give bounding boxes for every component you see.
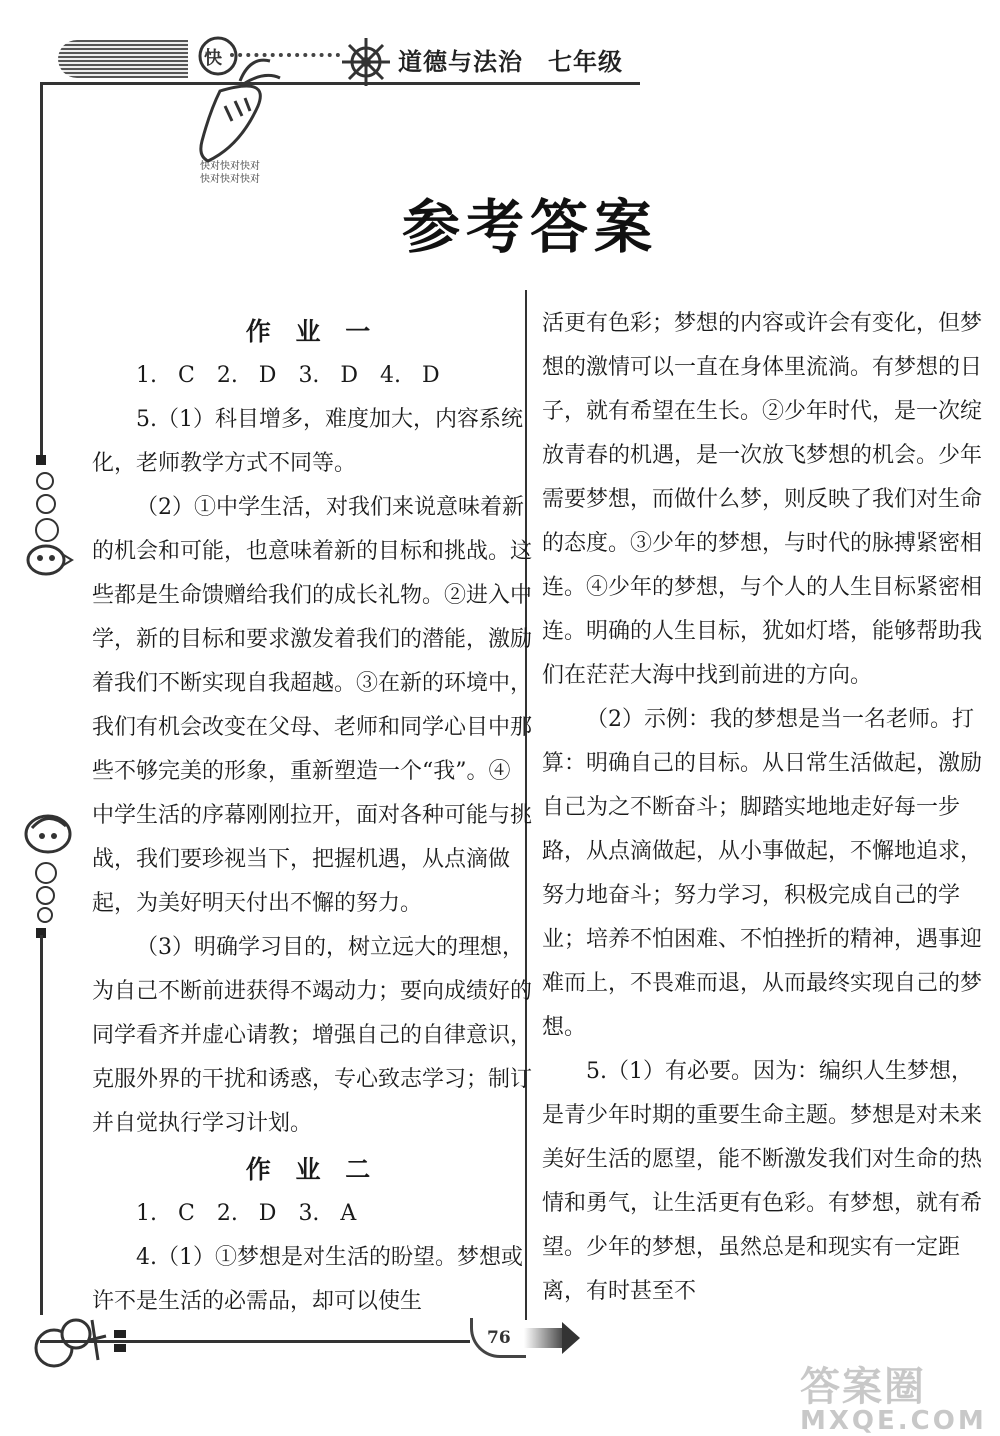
side-rule-top	[40, 82, 43, 457]
bottom-rule	[40, 1340, 470, 1343]
tagline-line-2: 快对快对快对	[200, 174, 260, 185]
ship-wheel-icon	[340, 36, 392, 88]
side-rule-bottom	[40, 935, 43, 1315]
section-title: 作 业 二	[245, 1155, 379, 1184]
cartoon-character-icon	[24, 540, 74, 580]
page-title: 参考答案	[401, 193, 658, 261]
watermark	[800, 1355, 987, 1436]
tagline-line-1: 快对快对快对	[200, 161, 260, 172]
side-circle	[36, 494, 56, 514]
multiple-choice-answers: 1. C 2. D 3. A	[136, 1201, 357, 1226]
answer-paragraph: 4.（1）①梦想是对生活的盼望。梦想或许不是生活的必需品，却可以使生	[92, 1245, 523, 1314]
watermark-text: 答案圈	[800, 1364, 926, 1410]
right-column	[542, 302, 982, 1314]
section-title: 作 业 一	[245, 317, 379, 346]
side-circle	[36, 472, 54, 490]
multiple-choice-answers: 1. C 2. D 3. D 4. D	[136, 363, 440, 388]
page-arrow-shaft	[524, 1328, 564, 1348]
answer-paragraph: （3）明确学习目的，树立远大的理想，为自己不断前进获得不竭动力；要向成绩好的同学看齐并虚心请教；增强自己的自律意识，克服外界的干扰和诱惑，专心致志学习；制订并自觉执行学习计划。	[92, 935, 533, 1136]
answer-paragraph: 5.（1）有必要。因为：编织人生梦想，是青少年时期的重要生命主题。梦想是对未来美好生活的愿望，能不断激发我们对生命的热情和勇气，让生活更有色彩。有梦想，就有希望。少年的梦想，虽然总是和现实有一定距离，有时甚至不	[542, 1059, 983, 1304]
side-square-marker	[36, 455, 46, 465]
side-circle	[36, 886, 55, 905]
header-rule	[40, 82, 640, 85]
page-number: 76	[470, 1318, 526, 1358]
side-circle	[35, 518, 59, 542]
answer-paragraph: 5.（1）科目增多，难度加大，内容系统化，老师教学方式不同等。	[92, 407, 523, 476]
left-column	[92, 310, 532, 1324]
answer-paragraph: 活更有色彩；梦想的内容或许会有变化，但梦想的激情可以一直在身体里流淌。有梦想的日子，就有希望在生长。②少年时代，是一次绽放青春的机遇，是一次放飞梦想的机会。少年需要梦想，而做什么梦，则反映了我们对生命的态度。③少年的梦想，与时代的脉搏紧密相连。④少年的梦想，与个人的人生目标紧密相连。明确的人生目标，犹如灯塔，能够帮助我们在茫茫大海中找到前进的方向。	[542, 311, 983, 688]
header-stripe-bar	[58, 40, 188, 78]
side-circle	[35, 862, 57, 884]
header-subject-title: 道德与法治 七年级	[398, 48, 623, 76]
cartoon-character-icon	[22, 808, 78, 858]
arrow-right-icon	[562, 1322, 580, 1354]
watermark-url: MXQE.COM	[800, 1406, 987, 1436]
answer-paragraph: （2）示例：我的梦想是当一名老师。打算：明确自己的目标。从日常生活做起，激励自己为之不断奋斗；脚踏实地地走好每一步路，从点滴做起，从小事做起，不懈地追求，努力地奋斗；努力学习，积极完成自己的学业；培养不怕困难、不怕挫折的精神，遇事迎难而上，不畏难而退，从而最终实现自己的梦想。	[542, 707, 983, 1040]
header-dotted-line	[230, 53, 340, 57]
side-circle	[37, 907, 53, 923]
answer-paragraph: （2）①中学生活，对我们来说意味着新的机会和可能，也意味着新的目标和挑战。这些都是生命馈赠给我们的成长礼物。②进入中学，新的目标和要求激发着我们的潜能，激励着我们不断实现自我超越。③在新的环境中，我们有机会改变在父母、老师和同学心目中那些不够完美的形象，重新塑造一个“我”。④中学生活的序幕刚刚拉开，面对各种可能与挑战，我们要珍视当下，把握机遇，从点滴做起，为美好明天付出不懈的努力。	[92, 495, 533, 916]
svg-text:快: 快	[204, 48, 222, 69]
